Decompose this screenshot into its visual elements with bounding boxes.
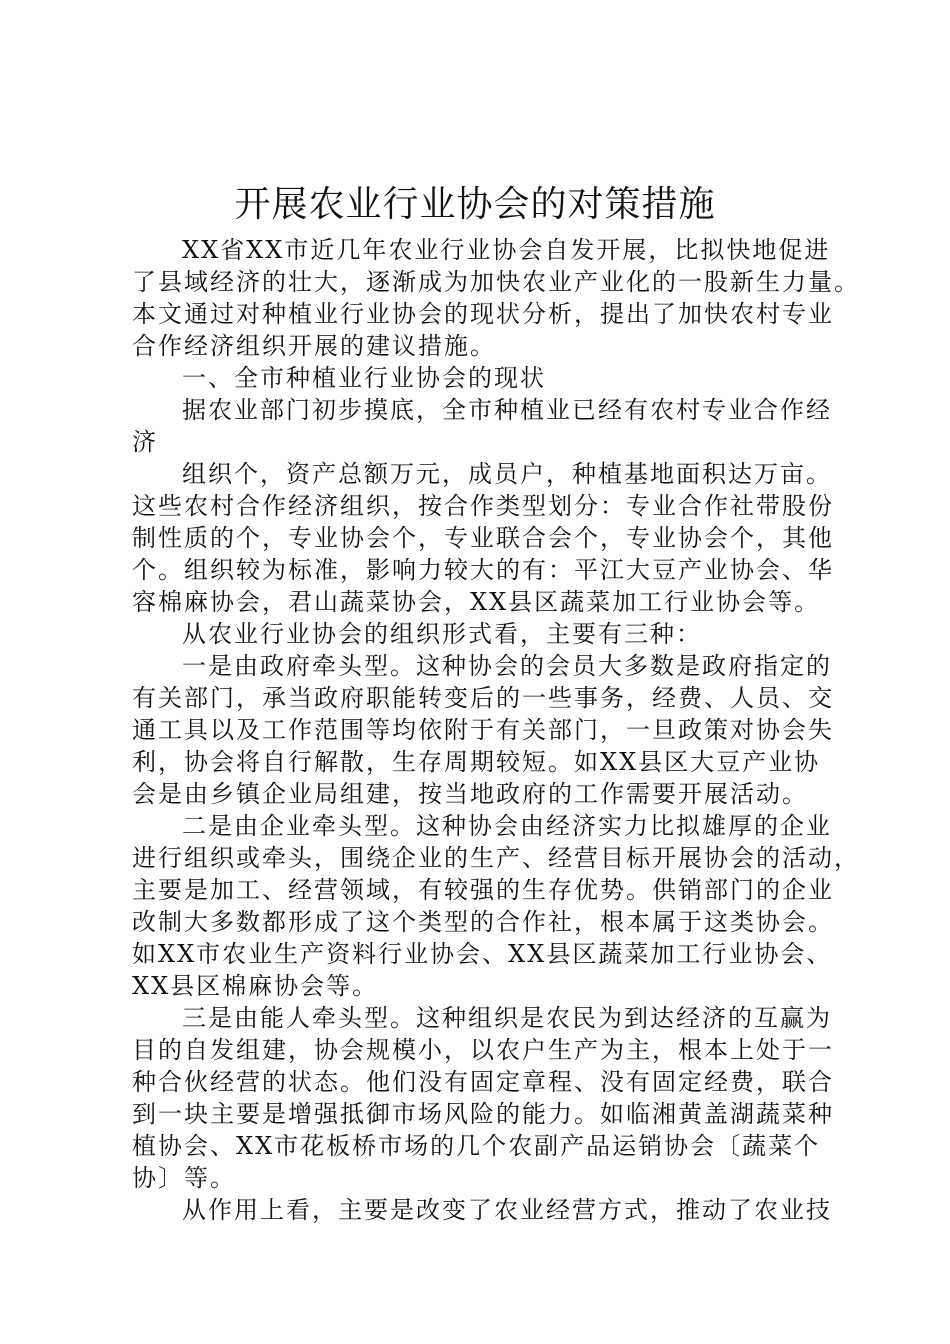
section-heading: 一、全市种植业行业协会的现状 xyxy=(182,364,546,392)
text-line: 从农业行业协会的组织形式看，主要有三种： xyxy=(182,620,702,648)
text-line: 从作用上看，主要是改变了农业经营方式，推动了农业技 xyxy=(182,1196,832,1224)
text-line: 这些农村合作经济组织，按合作类型划分：专业合作社带股份 xyxy=(132,492,834,520)
text-line: 组织个，资产总额万元，成员户，种植基地面积达万亩。 xyxy=(182,460,832,488)
text-line: 三是由能人牵头型。这种组织是农民为到达经济的互赢为 xyxy=(182,1004,832,1032)
document-title: 开展农业行业协会的对策措施 xyxy=(234,184,716,225)
text-line: 主要是加工、经营领域，有较强的生存优势。供销部门的企业 xyxy=(132,876,834,904)
text-line: 协〕等。 xyxy=(132,1164,236,1192)
text-line: 目的自发组建，协会规模小，以农户生产为主，根本上处于一 xyxy=(132,1036,834,1064)
text-line: 有关部门，承当政府职能转变后的一些事务，经费、人员、交 xyxy=(132,684,834,712)
text-line: XX省XX市近几年农业行业协会自发开展，比拟快地促进 xyxy=(182,236,831,264)
text-line: 到一块主要是增强抵御市场风险的能力。如临湘黄盖湖蔬菜种 xyxy=(132,1100,834,1128)
text-line: 制性质的个，专业协会个，专业联合会个，专业协会个，其他 xyxy=(132,524,834,552)
text-line: XX县区棉麻协会等。 xyxy=(132,972,379,1000)
text-line: 进行组织或牵头，围绕企业的生产、经营目标开展协会的活动， xyxy=(132,844,860,872)
text-line: 个。组织较为标准，影响力较大的有：平江大豆产业协会、华 xyxy=(132,556,834,584)
text-line: 种合伙经营的状态。他们没有固定章程、没有固定经费，联合 xyxy=(132,1068,834,1096)
text-line: 会是由乡镇企业局组建，按当地政府的工作需要开展活动。 xyxy=(132,780,808,808)
text-line: 植协会、XX市花板桥市场的几个农副产品运销协会〔蔬菜个 xyxy=(132,1132,821,1160)
text-line: 据农业部门初步摸底，全市种植业已经有农村专业合作经 xyxy=(182,396,832,424)
text-line: 二是由企业牵头型。这种协会由经济实力比拟雄厚的企业 xyxy=(182,812,832,840)
text-line: 通工具以及工作范围等均依附于有关部门，一旦政策对协会失 xyxy=(132,716,834,744)
text-line: 如XX市农业生产资料行业协会、XX县区蔬菜加工行业协会、 xyxy=(132,940,833,968)
text-line: 合作经济组织开展的建议措施。 xyxy=(132,332,496,360)
text-line: 了县域经济的壮大，逐渐成为加快农业产业化的一股新生力量。 xyxy=(132,268,860,296)
text-line: 改制大多数都形成了这个类型的合作社，根本属于这类协会。 xyxy=(132,908,834,936)
text-line: 容棉麻协会，君山蔬菜协会，XX县区蔬菜加工行业协会等。 xyxy=(132,588,821,616)
text-line: 济 xyxy=(132,428,158,456)
text-line: 本文通过对种植业行业协会的现状分析，提出了加快农村专业 xyxy=(132,300,834,328)
text-line: 利，协会将自行解散，生存周期较短。如XX县区大豆产业协 xyxy=(132,748,821,776)
text-line: 一是由政府牵头型。这种协会的会员大多数是政府指定的 xyxy=(182,652,832,680)
